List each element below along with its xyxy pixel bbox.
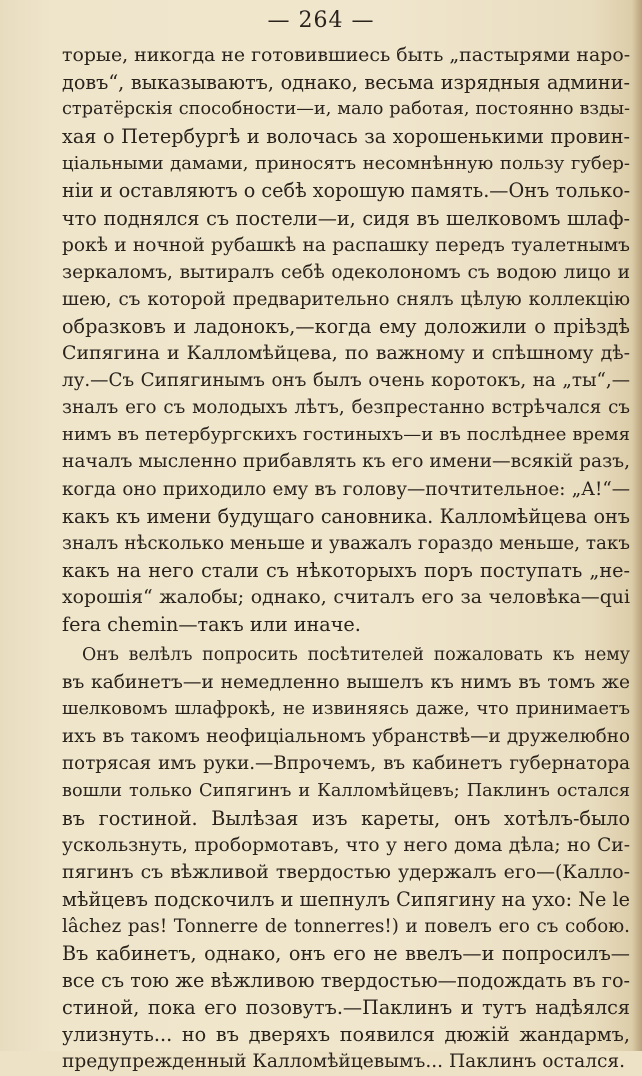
text-line: ніи и оставляютъ о себѣ хорошую память.—Онъ только- [62,179,631,203]
text-line: зналъ нѣсколько меньше и уважалъ гораздо меньше, такъ [62,532,630,554]
text-line: вошли только Сипягинъ и Калломѣйцевъ; Паклинъ остался [62,780,630,801]
text-line: lâchez pas! Tonnerre de tonnerres!) и повелъ его съ собою. [62,916,630,937]
text-line: fera chemin—такъ или иначе. [62,612,361,636]
text-line: стиной, пока его позовутъ.—Паклинъ и тутъ надѣялся [62,996,630,1020]
text-line: нимъ въ петербургскихъ гостиныхъ—и въ послѣднее время [62,424,630,446]
text-line: когда оно приходило ему въ голову—почтительное: „А!“— [62,478,630,500]
text-line: зеркаломъ, вытиралъ себѣ одеколономъ съ водою лицо и [62,261,630,283]
text-line: въ кабинетъ—и немедленно вышелъ къ нимъ въ томъ же [62,672,630,694]
text-line: что поднялся съ постели—и, сидя въ шелковомъ шлаф- [62,206,630,230]
page-spine-shadow [632,0,642,1051]
text-line: предупрежденный Калломѣйцевымъ... Паклинъ остался. [62,1051,626,1073]
text-line: довъ“, выказываютъ, однако, весьма изрядныя админи- [62,71,630,95]
text-line: какъ къ имени будущаго сановника. Калломѣйцева онъ [62,504,630,528]
text-line: шелковомъ шлафрокѣ, не извиняясь даже, что принимаетъ [62,699,630,720]
paragraph-2 [62,642,630,1076]
text-line: торые, никогда не готовившиесь быть „пастырями наро- [62,44,631,66]
text-line: Сипягина и Калломѣйцева, по важному и спѣшному дѣ- [62,342,630,365]
text-line: началъ мысленно прибавлять къ его имени—всякій разъ, [62,451,630,473]
text-line: шею, съ которой предварительно снялъ цѣлую коллекцію [62,288,630,310]
text-line: улизнуть... но въ дверяхъ появился дюжій жандармъ, [62,1023,630,1047]
text-line: Онъ велѣлъ попросить посѣтителей пожаловать къ нему [82,645,630,666]
text-line: пягинъ съ вѣжливой твердостью удержалъ его—(Калло- [62,860,630,883]
text-line: все съ тою же вѣжливою твердостью—подождать въ го- [62,969,630,993]
text-line: хая о Петербургѣ и волочась за хорошенькими провин- [62,125,630,149]
text-line: Въ кабинетъ, однако, онъ его не ввелъ—и попросилъ— [62,942,630,966]
text-line: ихъ въ такомъ неофиціальномъ убранствѣ—и дружелюбно [62,726,630,748]
body-text [62,42,630,1076]
text-line: стратёрскія способности—и, мало работая, постоянно взды- [62,99,630,120]
text-line: потрясая имъ руки.—Впрочемъ, въ кабинетъ губернатора [62,753,630,775]
text-line: образковъ и ладонокъ,—когда ему доложили о пріѣздѣ [62,314,630,338]
text-line: хорошія“ жалобы; однако, считалъ его за человѣка—qui [62,585,630,608]
page-number: — 264 — [267,8,375,33]
text-line: въ гостиной. Вылѣзая изъ кареты, онъ хотѣлъ-было [62,806,630,830]
text-line: какъ на него стали съ нѣкоторыхъ поръ поступать „не- [62,558,630,582]
text-line: зналъ его съ молодыхъ лѣтъ, безпрестанно встрѣчался съ [62,397,630,419]
text-line: ускользнуть, пробормотавъ, что у него дома дѣла; но Си- [62,834,630,856]
text-line: лу.—Съ Сипягинымъ онъ былъ очень коротокъ, на „ты“,— [62,370,630,392]
text-line: рокѣ и ночной рубашкѣ на распашку передъ туалетнымъ [62,234,630,256]
text-line: мѣйцевъ подскочилъ и шепнулъ Сипягину на ухо: Ne le [62,887,630,911]
text-line: ціальными дамами, приносятъ несомнѣнную пользу губер- [62,153,630,175]
paragraph-1 [62,42,630,638]
